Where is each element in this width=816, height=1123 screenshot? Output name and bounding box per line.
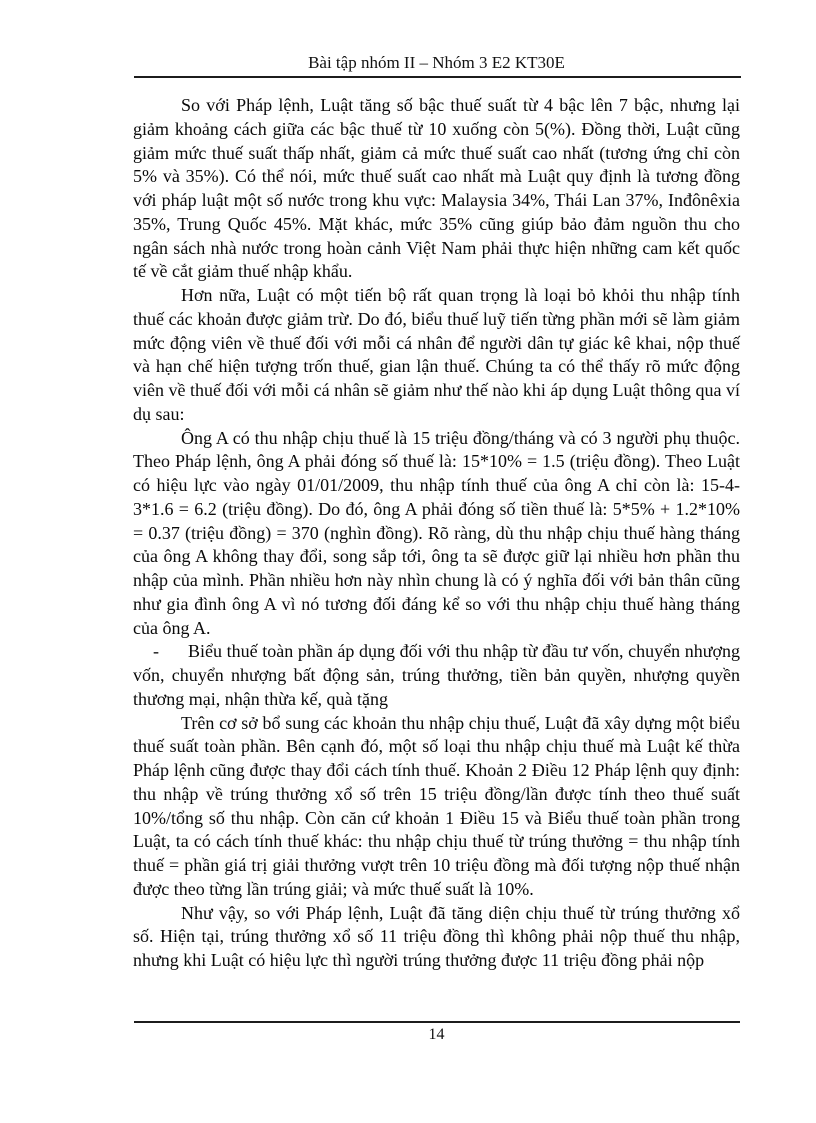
page-header-title: Bài tập nhóm II – Nhóm 3 E2 KT30E (308, 53, 565, 72)
paragraph-flat-tariff-basis: Trên cơ sở bổ sung các khoản thu nhập chịu thuế, Luật đã xây dựng một biểu thuế suất toàn phần. Bên cạnh đó, một số loại thu nhập chịu thuế mà Luật kế thừa Pháp lệnh cũng được thay đổi cách tính thuế. Khoản 2 Điều 12 Pháp lệnh quy định: thu nhập về trúng thưởng xổ số trên 15 triệu đồng/lần được tính theo thuế suất 10%/tổng số thu nhập. Còn căn cứ khoản 1 Điều 15 và Biểu thuế toàn phần trong Luật, ta có cách tính thuế khác: thu nhập chịu thuế từ trúng thưởng = thu nhập tính thuế = phần giá trị giải thưởng vượt trên 10 triệu đồng mà đối tượng nộp thuế nhận được theo từng lần trúng giải; và mức thuế suất là 10%. (133, 712, 740, 899)
document-body (133, 94, 740, 973)
paragraph-progressive-tariff: Hơn nữa, Luật có một tiến bộ rất quan trọng là loại bỏ khỏi thu nhập tính thuế các khoản được giảm trừ. Do đó, biểu thuế luỹ tiến từng phần mới sẽ làm giảm mức động viên về thuế đối với mỗi cá nhân để người dân tự giác kê khai, nộp thuế và hạn chế hiện tượng trốn thuế, gian lận thuế. Chúng ta có thể thấy rõ mức động viên về thuế đối với mỗi cá nhân sẽ giảm như thế nào khi áp dụng Luật thông qua ví dụ sau: (133, 285, 740, 424)
list-item-flat-tariff (133, 640, 740, 711)
list-item-text: Biểu thuế toàn phần áp dụng đối với thu nhập từ đầu tư vốn, chuyển nhượng vốn, chuyển nhượng bất động sản, trúng thưởng, tiền bản quyền, nhượng quyền thương mại, nhận thừa kế, quà tặng (133, 641, 740, 709)
paragraph-lottery-tax: Như vậy, so với Pháp lệnh, Luật đã tăng diện chịu thuế từ trúng thưởng xổ số. Hiện tại, trúng thưởng xổ số 11 triệu đồng thì không phải nộp thuế thu nhập, nhưng khi Luật có hiệu lực thì người trúng thưởng được 11 triệu đồng phải nộp (133, 902, 740, 970)
header-rule (134, 76, 741, 78)
footer-rule (134, 1021, 740, 1023)
list-dash: - (153, 641, 159, 662)
page-number: 14 (428, 1026, 445, 1043)
paragraph-tax-brackets: So với Pháp lệnh, Luật tăng số bậc thuế suất từ 4 bậc lên 7 bậc, nhưng lại giảm khoảng cách giữa các bậc thuế từ 10 xuống còn 5(%). Đồng thời, Luật cũng giảm mức thuế suất thấp nhất, giảm cả mức thuế suất cao nhất (tương ứng chỉ còn 5% và 35%). Có thể nói, mức thuế suất cao nhất mà Luật quy định là tương đồng với pháp luật một số nước trong khu vực: Malaysia 34%, Thái Lan 37%, Inđônêxia 35%, Trung Quốc 45%. Mặt khác, mức 35% cũng giúp bảo đảm nguồn thu cho ngân sách nhà nước trong hoàn cảnh Việt Nam phải thực hiện những cam kết quốc tế về cắt giảm thuế nhập khẩu. (133, 95, 740, 282)
paragraph-example-mr-a: Ông A có thu nhập chịu thuế là 15 triệu đồng/tháng và có 3 người phụ thuộc. Theo Pháp lệnh, ông A phải đóng số thuế là: 15*10% = 1.5 (triệu đồng). Theo Luật có hiệu lực vào ngày 01/01/2009, thu nhập tính thuế của ông A chỉ còn là: 15-4-3*1.6 = 6.2 (triệu đồng). Do đó, ông A phải đóng số tiền thuế là: 5*5% + 1.2*10% = 0.37 (triệu đồng) = 370 (nghìn đồng). Rõ ràng, dù thu nhập chịu thuế hàng tháng của ông A không thay đổi, song sắp tới, ông ta sẽ được giữ lại nhiều hơn phần thu nhập của mình. Phần nhiều hơn này nhìn chung là có ý nghĩa đối với bản thân cũng như gia đình ông A vì nó tương đối đáng kể so với thu nhập chịu thuế hàng tháng của ông A. (133, 427, 740, 638)
